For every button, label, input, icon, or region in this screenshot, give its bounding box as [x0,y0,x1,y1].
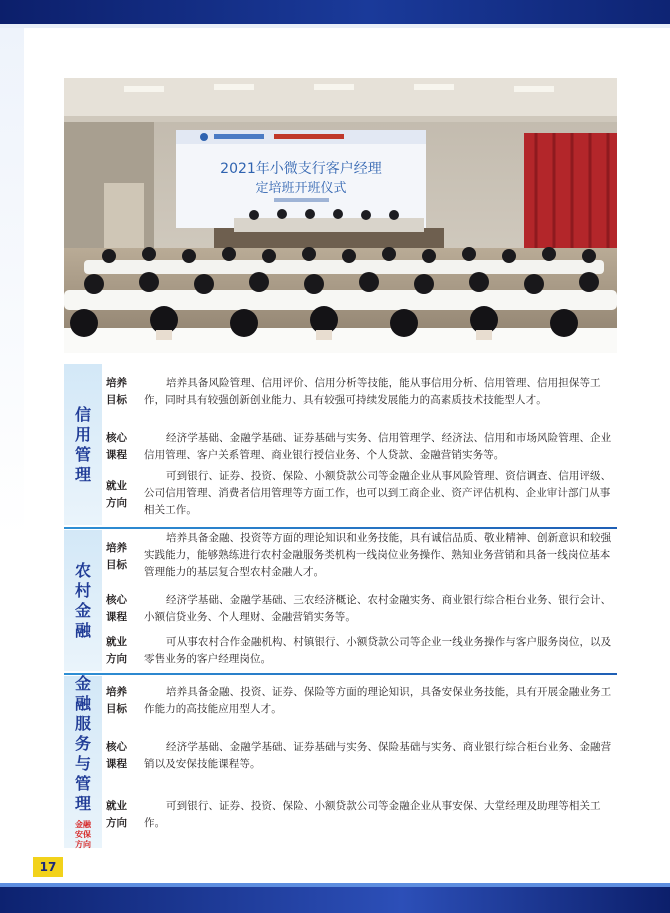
row-label-line: 培养 [106,542,127,554]
banner-line-2: 定培班开班仪式 [255,181,347,196]
row-core-courses [102,739,617,775]
row-career [102,634,617,670]
row-label-line: 核心 [106,594,127,606]
row-text: 经济学基础、金融学基础、证券基础与实务、保险基础与实务、商业银行综合柜台业务、金融营销以及安保技能课程等。 [144,741,612,770]
section-title-char: 村 [74,580,91,600]
row-label-line: 就业 [106,636,127,648]
row-text: 经济学基础、金融学基础、三农经济概论、农村金融实务、商业银行综合柜台业务、银行会计、小额信贷业务、个人理财、金融营销实务等。 [144,594,612,623]
row-label [106,739,134,773]
section-title-char: 融 [74,620,91,640]
section-title-char: 融 [74,694,91,713]
row-label-line: 课程 [106,449,127,461]
section-tab [64,364,102,525]
row-text: 可从事农村合作金融机构、村镇银行、小额贷款公司等企业一线业务操作与客户服务岗位，以及零售业务的客户经理岗位。 [144,636,612,665]
section-title-char: 管 [74,444,91,464]
row-label-line: 核心 [106,741,127,753]
section-tab [64,530,102,671]
row-career [102,468,617,522]
row-text: 可到银行、证券、投资、保险、小额贷款公司等金融企业从事安保、大堂经理及助理等相关工作。 [144,800,601,829]
section-title-char: 理 [74,464,91,484]
section-title-char: 管 [74,774,91,793]
section-divider [64,527,617,529]
row-label [106,375,134,409]
row-label-line: 核心 [106,432,127,444]
section-title-char: 服 [74,714,91,733]
section-rural-finance [64,530,617,671]
row-label-line: 培养 [106,686,127,698]
row-label [106,478,134,512]
row-text: 经济学基础、金融学基础、证券基础与实务、信用管理学、经济法、信用和市场风险管理、企业信用管理、客户关系管理、商业银行授信业务、个人贷款、金融营销实务等。 [144,432,612,461]
row-label-line: 课程 [106,758,127,770]
section-divider [64,673,617,675]
row-label-line: 目标 [106,703,127,715]
section-title-char: 金 [74,674,91,693]
row-training-goal [102,530,617,588]
page-number: 17 [33,857,63,877]
row-label-line: 方向 [106,817,127,829]
side-tint [0,28,24,878]
row-label [106,684,134,718]
section-tab [64,676,102,848]
banner-line-1: 2021年小微支行客户经理 [220,161,382,177]
row-career [102,798,617,834]
ceremony-photo [64,78,617,353]
row-label-line: 就业 [106,800,127,812]
row-label-line: 目标 [106,559,127,571]
section-title-char: 理 [74,794,91,813]
section-subtitle [73,820,93,850]
row-label [106,798,134,832]
subtitle-line: 方向 [75,840,91,849]
subtitle-line: 安保 [75,830,91,839]
bottom-band [0,887,670,913]
row-label [106,540,134,574]
section-title-char: 信 [74,404,91,424]
section-credit-management [64,364,617,525]
row-text: 培养具备金融、投资等方面的理论知识和业务技能，具有诚信品质、敬业精神、创新意识和较强实践能力，能够熟练进行农村金融服务类机构一线岗位业务操作、熟知业务营销和具备一线岗位基本管理能力的基层复合型农村金融人才。 [144,532,612,578]
row-label-line: 方向 [106,653,127,665]
section-title-char: 农 [74,560,91,580]
row-text: 可到银行、证券、投资、保险、小额贷款公司等金融企业从事风险管理、资信调查、信用评级、公司信用管理、消费者信用管理等方面工作，也可以到工商企业、资产评估机构、企业审计部门从事相关工作。 [144,470,612,516]
section-title-char: 务 [74,734,91,753]
section-title-char: 用 [74,424,91,444]
row-label [106,592,134,626]
row-label-line: 课程 [106,611,127,623]
row-core-courses [102,430,617,466]
row-label [106,634,134,668]
section-title-char: 与 [74,754,91,773]
row-training-goal [102,371,617,423]
section-financial-services [64,676,617,848]
top-band [0,0,670,24]
row-text: 培养具备风险管理、信用评价、信用分析等技能，能从事信用分析、信用管理、信用担保等工作，同时具有较强创新创业能力、具有较强可持续发展能力的高素质技术技能型人才。 [144,377,601,406]
subtitle-line: 金融 [75,820,91,829]
row-core-courses [102,592,617,628]
row-label-line: 目标 [106,394,127,406]
row-label-line: 培养 [106,377,127,389]
row-text: 培养具备金融、投资、证券、保险等方面的理论知识，具备安保业务技能，具有开展金融业务工作能力的高技能应用型人才。 [144,686,612,715]
row-label [106,430,134,464]
row-label-line: 方向 [106,497,127,509]
row-training-goal [102,684,617,720]
section-title-char: 金 [74,600,91,620]
row-label-line: 就业 [106,480,127,492]
